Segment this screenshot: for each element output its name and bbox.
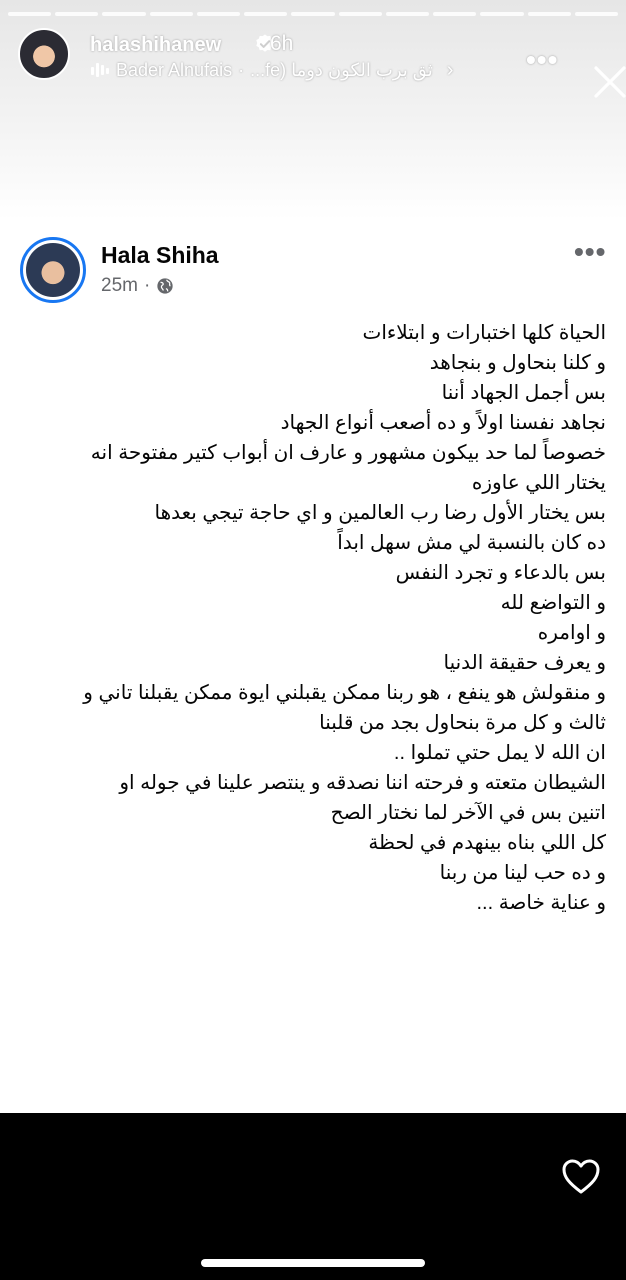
post-text-line: و ده حب لينا من ربنا (439, 862, 606, 884)
post-text-line: بس بالدعاء و تجرد النفس (395, 562, 606, 584)
music-artist: Bader Alnufais (116, 59, 233, 80)
post-text-line: و التواضع لله (500, 592, 606, 614)
post-timestamp: 25m (101, 275, 138, 296)
post-author-avatar[interactable] (20, 237, 86, 303)
post-text-line: بس أجمل الجهاد أننا (441, 382, 606, 404)
post-text-line: ثالث و كل مرة بنحاول بجد من قلبنا (319, 712, 606, 734)
post-text-line: اتنين بس في الآخر لما نختار الصح (330, 802, 606, 824)
post-text-line: و عناية خاصة ... (476, 892, 606, 914)
home-indicator (201, 1259, 425, 1267)
post-text-line: و منقولش هو ينفع ، هو ربنا ممكن يقبلني ايوة ممكن يقبلنا تاني و (83, 682, 606, 704)
progress-segment (244, 12, 287, 16)
more-options-icon[interactable]: ••• (526, 44, 559, 75)
heart-icon[interactable] (561, 1157, 601, 1195)
globe-icon (156, 277, 174, 295)
post-more-options-icon[interactable]: ••• (574, 236, 607, 267)
post-text-line: كل اللي بناه بينهدم في لحظة (368, 832, 606, 854)
post-text-line: ده كان بالنسبة لي مش سهل ابداً (337, 532, 606, 554)
progress-segment (291, 12, 334, 16)
post-author-name[interactable]: Hala Shiha (101, 242, 219, 268)
music-song-title: ثق برب الكون دوما (fe... (250, 59, 433, 80)
post-text-line: و يعرف حقيقة الدنيا (443, 652, 606, 674)
post-body-text (20, 318, 606, 918)
story-avatar[interactable] (18, 28, 70, 80)
post-text-line: نجاهد نفسنا اولاً و ده أصعب أنواع الجهاد (280, 412, 606, 434)
progress-segment (55, 12, 98, 16)
progress-segment (528, 12, 571, 16)
progress-segment (150, 12, 193, 16)
post-text-line: و اوامره (537, 622, 606, 644)
story-username[interactable]: halashihanew (90, 34, 222, 56)
post-text-line: بس يختار الأول رضا رب العالمين و اي حاجة تيجي بعدها (154, 502, 606, 524)
post-text-line: ان الله لا يمل حتي تملوا .. (393, 742, 606, 764)
post-text-line: يختار اللي عاوزه (471, 472, 606, 494)
close-icon[interactable] (590, 62, 626, 102)
chevron-right-icon: › (446, 58, 454, 81)
music-bars-icon (90, 62, 110, 78)
post-text-line: الحياة كلها اختبارات و ابتلاءات (362, 322, 606, 344)
story-footer (0, 1113, 626, 1280)
post-text-line: و كلنا بنحاول و بنجاهد (429, 352, 606, 374)
post-text-line: خصوصاً لما حد بيكون مشهور و عارف ان أبواب كتير مفتوحة انه (90, 442, 606, 464)
progress-segment (197, 12, 240, 16)
meta-separator: · (143, 275, 151, 296)
post-meta (101, 275, 174, 297)
progress-segment (339, 12, 382, 16)
story-progress-bar (8, 12, 618, 16)
progress-segment (575, 12, 618, 16)
progress-segment (480, 12, 523, 16)
music-attribution[interactable] (90, 58, 453, 82)
music-separator: · (238, 59, 245, 80)
progress-segment (386, 12, 429, 16)
progress-segment (433, 12, 476, 16)
progress-segment (102, 12, 145, 16)
story-timestamp: 6h (270, 32, 294, 55)
post-text-line: الشيطان متعته و فرحته اننا نصدقه و ينتصر علينا في جوله او (119, 772, 606, 794)
story-header (18, 28, 626, 88)
progress-segment (8, 12, 51, 16)
